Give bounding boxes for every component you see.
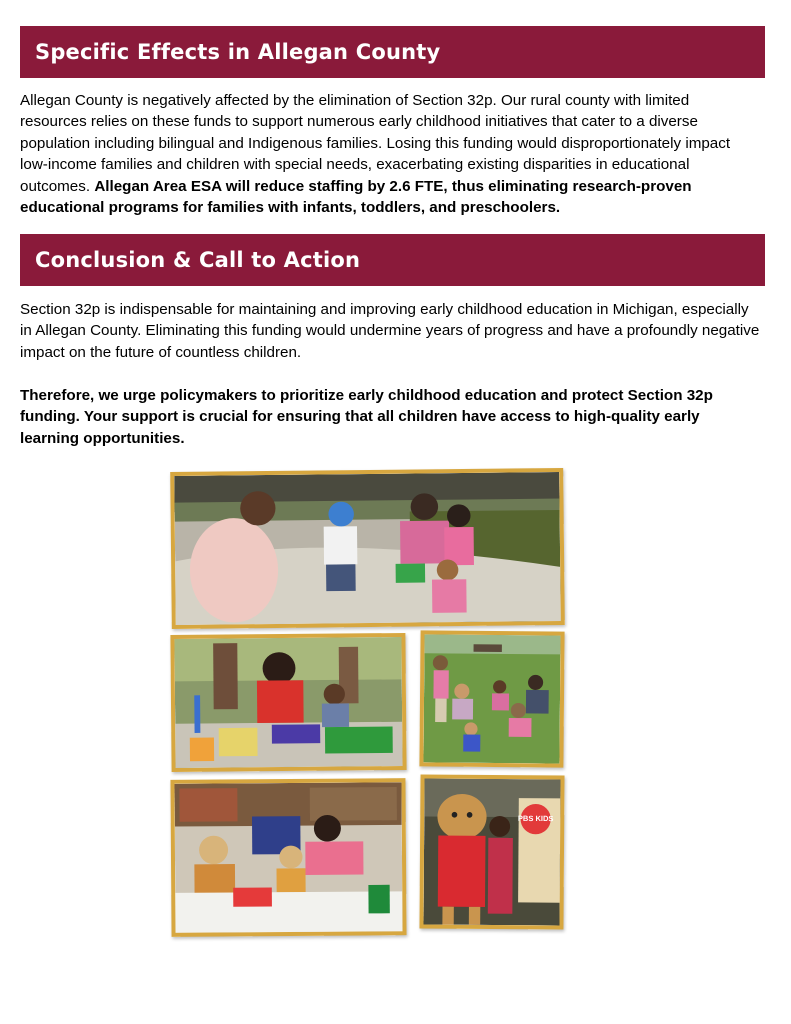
pbs-kids-logo: PBS KIDS xyxy=(517,813,554,824)
specific-effects-body: Allegan County is negatively affected by the elimination of Section 32p. Our rural county with limited resources relies on these funds to support numerous early childhood initiatives that cater to a diverse population including bilingual and Indigenous families. Losing this funding would disproportionately impact low-income families and children with special needs, exacerbating existing disparities in educational outcomes. xyxy=(20,92,731,195)
photo-group-on-grass xyxy=(419,630,564,767)
specific-effects-paragraph xyxy=(20,90,760,218)
section-heading-conclusion: Conclusion & Call to Action xyxy=(20,234,765,286)
photo-outdoor-activity xyxy=(170,468,565,629)
section-heading-specific-effects: Specific Effects in Allegan County xyxy=(20,26,765,78)
specific-effects-bold-statement: Allegan Area ESA will reduce staffing by 2.6 FTE, thus eliminating research-proven educational programs for families with infants, toddlers, and preschoolers. xyxy=(20,177,692,217)
photo-craft-table xyxy=(170,633,406,772)
conclusion-paragraph: Section 32p is indispensable for maintaining and improving early childhood education in Michigan, especially in Allegan County. Eliminating this funding would undermine years of progress and have a profoundly negative impact on the future of countless children. xyxy=(20,301,760,361)
photo-library-activity xyxy=(170,778,406,937)
call-to-action-paragraph: Therefore, we urge policymakers to prioritize early childhood education and protect Section 32p funding. Your support is crucial for ensuring that all children have access to high-quality early learning opportunities. xyxy=(20,387,713,447)
photo-mascot-visit xyxy=(419,774,564,929)
